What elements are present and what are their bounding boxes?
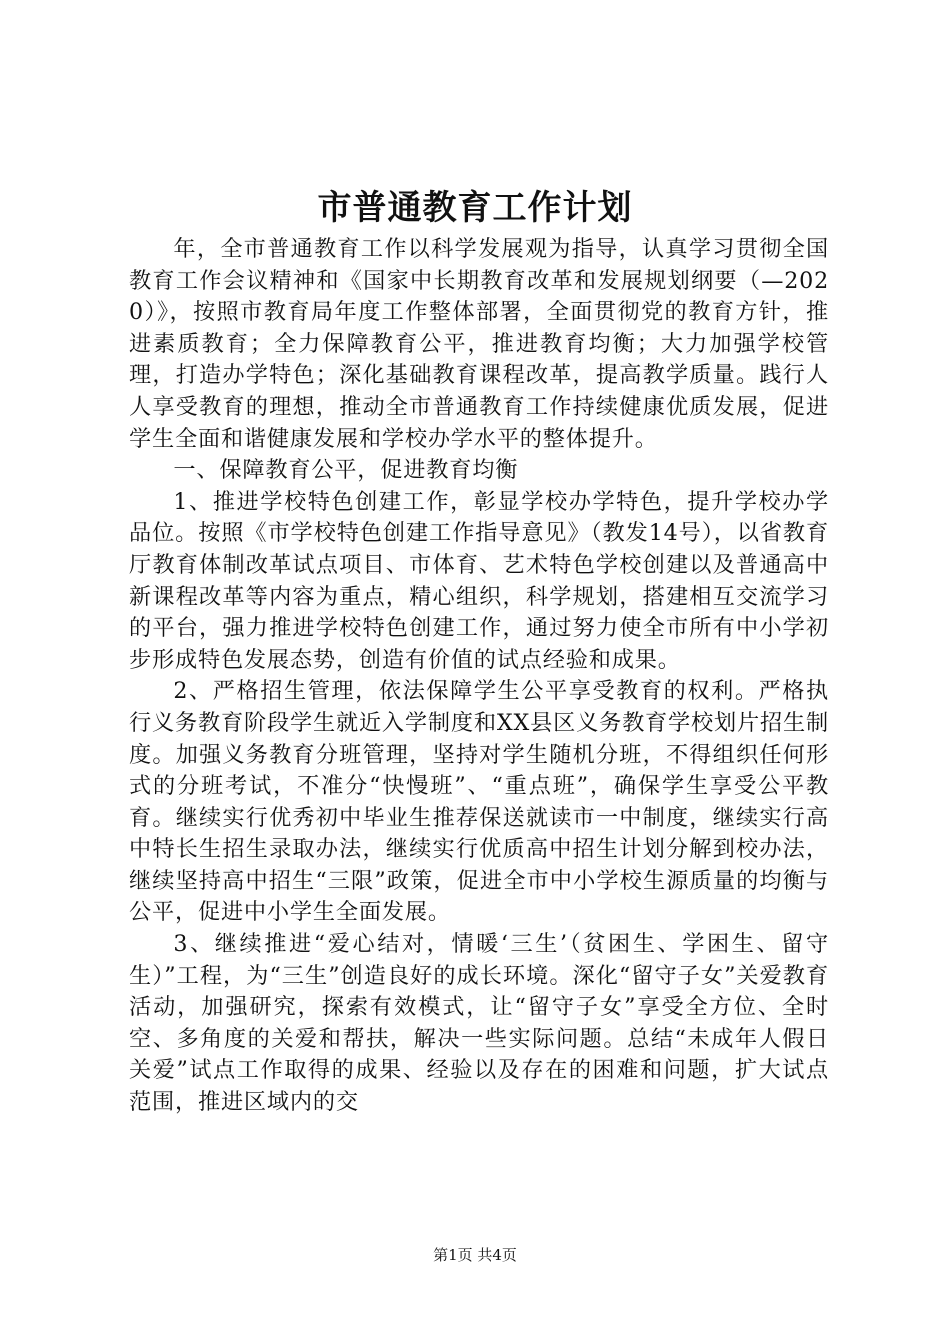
paragraph-item-2: 2、严格招生管理，依法保障学生公平享受教育的权利。严格执行义务教育阶段学生就近入学制度和XX县区义务教育学校划片招生制度。加强义务教育分班管理，坚持对学生随机分班，不得组织任何形式的分班考试，不准分“快慢班”、“重点班”，确保学生享受公平教育。继续实行优秀初中毕业生推荐保送就读市一中制度，继续实行高中特长生招生录取办法，继续实行优质高中招生计划分解到校办法，继续坚持高中招生“三限”政策，促进全市中小学校生源质量的均衡与公平，促进中小学生全面发展。: [129, 678, 829, 926]
intro-paragraph: 年，全市普通教育工作以科学发展观为指导，认真学习贯彻全国教育工作会议精神和《国家中长期教育改革和发展规划纲要（—2020）》，按照市教育局年度工作整体部署，全面贯彻党的教育方针，推进素质教育；全力保障教育公平，推进教育均衡；大力加强学校管理，打造办学特色；深化基础教育课程改革，提高教学质量。践行人人享受教育的理想，推动全市普通教育工作持续健康优质发展，促进学生全面和谐健康发展和学校办学水平的整体提升。: [129, 236, 829, 452]
section-heading-1: 一、保障教育公平，促进教育均衡: [173, 457, 519, 484]
document-title: 市普通教育工作计划: [317, 188, 633, 228]
page-number-footer: 第1页 共4页: [433, 1246, 517, 1264]
document-body: [129, 234, 829, 1119]
paragraph-item-3: 3、继续推进“爱心结对，情暖‘三生’（贫困生、学困生、留守生）”工程，为“三生”创造良好的成长环境。深化“留守子女”关爱教育活动，加强研究，探索有效模式，让“留守子女”享受全方位、全时空、多角度的关爱和帮扶，解决一些实际问题。总结“未成年人假日关爱”试点工作取得的成果、经验以及存在的困难和问题，扩大试点范围，推进区域内的交: [129, 931, 829, 1116]
paragraph-item-1: 1、推进学校特色创建工作，彰显学校办学特色，提升学校办学品位。按照《市学校特色创建工作指导意见》（教发14号），以省教育厅教育体制改革试点项目、市体育、艺术特色学校创建以及普通高中新课程改革等内容为重点，精心组织，科学规划，搭建相互交流学习的平台，强力推进学校特色创建工作，通过努力使全市所有中小学初步形成特色发展态势，创造有价值的试点经验和成果。: [129, 488, 829, 673]
